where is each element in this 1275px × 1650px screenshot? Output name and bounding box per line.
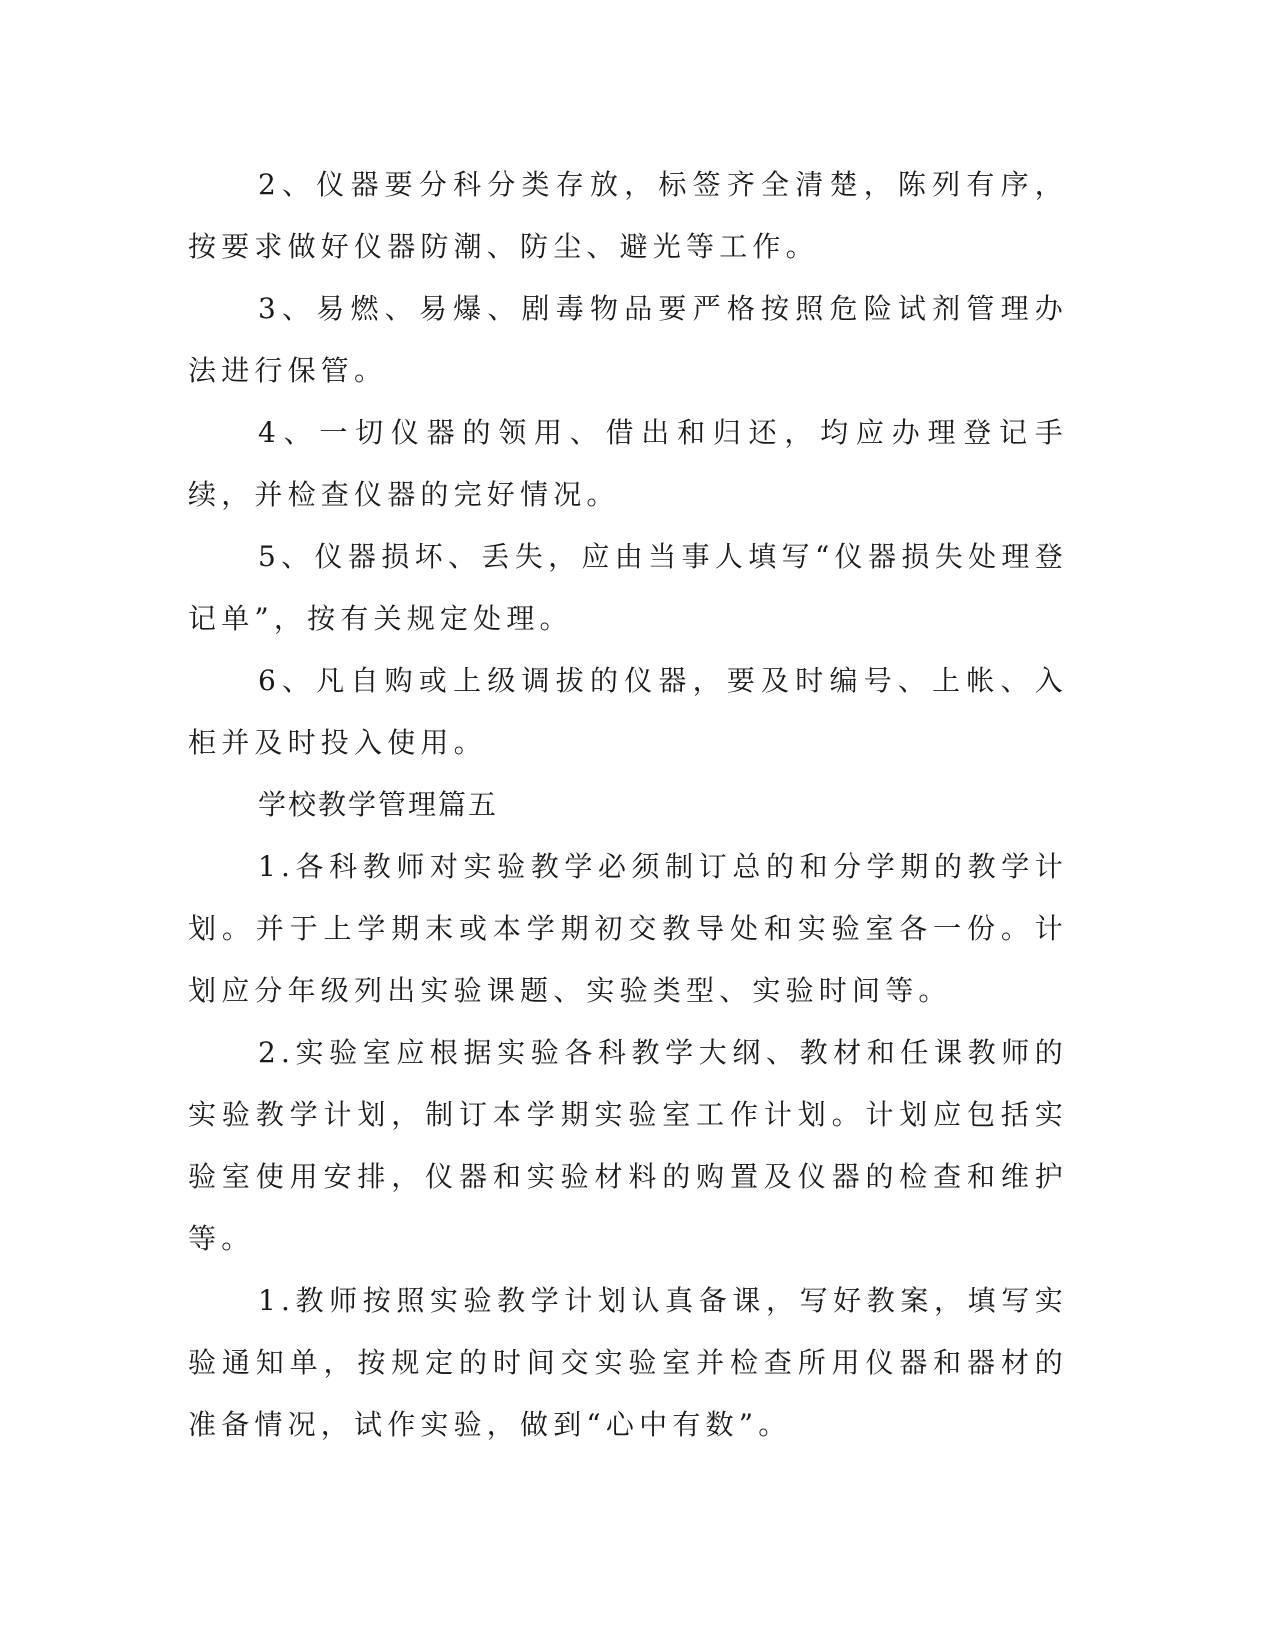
paragraph-item-2: 2、仪器要分科分类存放，标签齐全清楚，陈列有序，按要求做好仪器防潮、防尘、避光等工作。 [188, 168, 1068, 263]
paragraph-item-3: 3、易燃、易爆、剧毒物品要严格按照危险试剂管理办法进行保管。 [188, 292, 1068, 387]
paragraph-item-5: 5、仪器损坏、丢失，应由当事人填写“仪器损失处理登记单”，按有关规定处理。 [188, 540, 1068, 635]
section-paragraph-3: 1.教师按照实验教学计划认真备课，写好教案，填写实验通知单，按规定的时间交实验室并检查所用仪器和器材的准备情况，试作实验，做到“心中有数”。 [188, 1284, 1068, 1441]
document-body [188, 154, 1068, 1456]
section-heading: 学校教学管理篇五 [258, 788, 499, 821]
section-paragraph-2: 2.实验室应根据实验各科教学大纲、教材和任课教师的实验教学计划，制订本学期实验室工作计划。计划应包括实验室使用安排，仪器和实验材料的购置及仪器的检查和维护等。 [188, 1036, 1068, 1255]
section-paragraph-1: 1.各科教师对实验教学必须制订总的和分学期的教学计划。并于上学期末或本学期初交教导处和实验室各一份。计划应分年级列出实验课题、实验类型、实验时间等。 [188, 850, 1068, 1007]
paragraph-item-6: 6、凡自购或上级调拔的仪器，要及时编号、上帐、入柜并及时投入使用。 [188, 664, 1068, 759]
paragraph-item-4: 4、一切仪器的领用、借出和归还，均应办理登记手续，并检查仪器的完好情况。 [188, 416, 1068, 511]
